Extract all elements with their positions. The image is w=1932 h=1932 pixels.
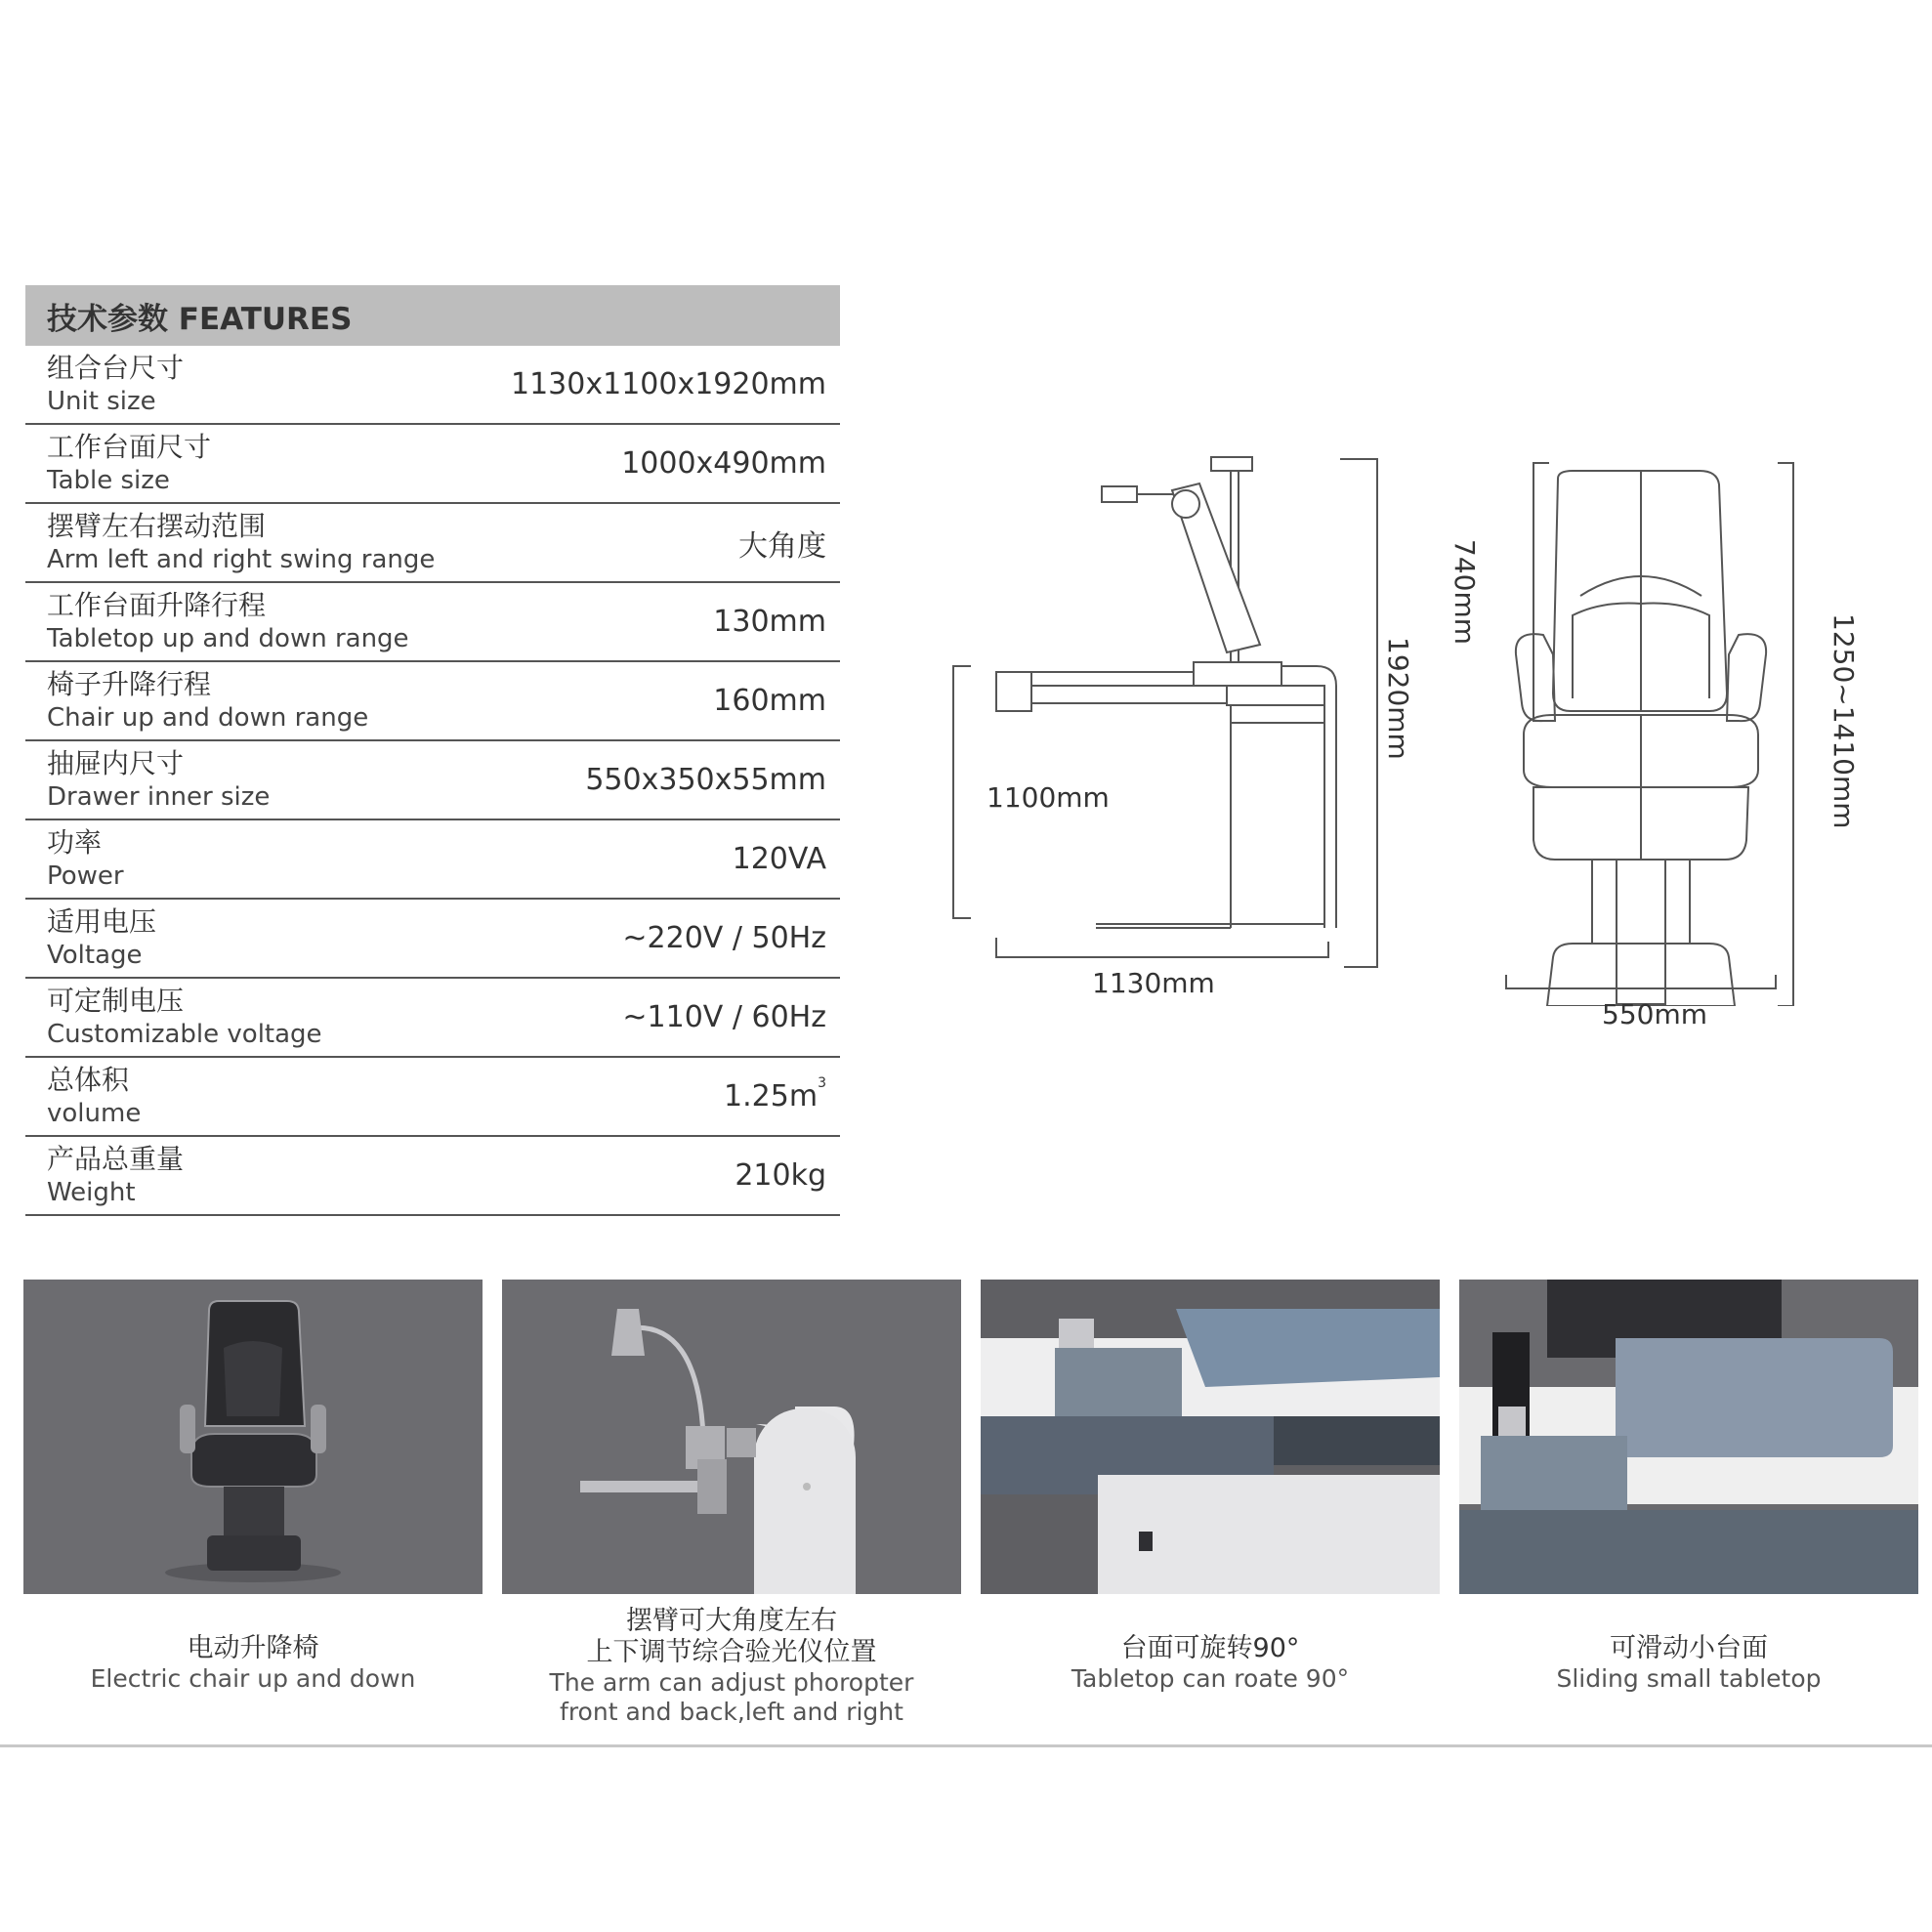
- spec-value: ~110V / 60Hz: [622, 1000, 826, 1034]
- tabletop-rotate-photo-icon: [981, 1280, 1440, 1594]
- caption-cn: 电动升降椅: [187, 1633, 319, 1663]
- spec-value: ~220V / 50Hz: [622, 921, 826, 955]
- spec-value: 1130x1100x1920mm: [511, 367, 826, 401]
- spec-row-volume: [25, 1058, 840, 1137]
- caption-en-line1: The arm can adjust phoropter: [549, 1668, 914, 1697]
- caption-cn-line2: 上下调节综合验光仪位置: [586, 1637, 877, 1667]
- spec-label-en: Power: [47, 861, 124, 891]
- spec-value: [724, 1075, 826, 1113]
- caption-cn: 台面可旋转90°: [1120, 1633, 1300, 1663]
- spec-row-power: [25, 820, 840, 900]
- photo-rotating-tabletop: [981, 1280, 1440, 1594]
- spec-row-table-size: [25, 425, 840, 504]
- chair-photo-icon: [23, 1280, 483, 1594]
- photo-swing-arm: [502, 1280, 961, 1594]
- spec-label-cn: 椅子升降行程: [47, 667, 212, 700]
- photo-electric-chair: [23, 1280, 483, 1594]
- caption-en: Electric chair up and down: [90, 1664, 416, 1693]
- spec-label-en: Weight: [47, 1177, 136, 1207]
- unit-depth-dimension: 1100mm: [987, 781, 1110, 814]
- photo-sliding-tabletop: [1459, 1280, 1918, 1594]
- spec-label-en: Arm left and right swing range: [47, 544, 436, 574]
- unit-height-dimension: 1920mm: [1382, 637, 1414, 760]
- caption-cn-line1: 摆臂可大角度左右: [626, 1606, 837, 1636]
- spec-label-en: Table size: [47, 465, 170, 495]
- spec-label-cn: 工作台面升降行程: [47, 588, 267, 621]
- spec-row-chair-range: [25, 662, 840, 741]
- spec-table: [25, 285, 840, 1216]
- chair-height-dimension: 1250~1410mm: [1827, 613, 1860, 829]
- spec-label-en: volume: [47, 1098, 142, 1128]
- spec-label-en: Tabletop up and down range: [47, 623, 409, 653]
- spec-row-weight: [25, 1137, 840, 1216]
- spec-label-cn: 可定制电压: [47, 984, 185, 1017]
- spec-table-title: 技术参数 FEATURES: [25, 285, 840, 346]
- spec-value: 1000x490mm: [621, 446, 826, 481]
- spec-label-en: Unit size: [47, 386, 156, 416]
- spec-value: 130mm: [713, 605, 826, 639]
- spec-row-tabletop-range: [25, 583, 840, 662]
- spec-label-en: Drawer inner size: [47, 781, 271, 812]
- caption-en-line2: front and back,left and right: [560, 1698, 903, 1726]
- spec-label-en: Customizable voltage: [47, 1019, 322, 1049]
- spec-label-cn: 功率: [47, 825, 103, 859]
- spec-row-custom-voltage: [25, 979, 840, 1058]
- caption-en: Tabletop can roate 90°: [1071, 1664, 1350, 1693]
- spec-label-en: Chair up and down range: [47, 702, 369, 733]
- feature-caption-chair: [23, 1633, 483, 1694]
- spec-label-cn: 组合台尺寸: [47, 351, 185, 384]
- spec-value: 大角度: [738, 528, 826, 564]
- spec-label-en: Voltage: [47, 940, 143, 970]
- spec-label-cn: 总体积: [47, 1063, 130, 1096]
- chair-width-dimension-line: [1504, 975, 1778, 994]
- feature-caption-rotate: [981, 1633, 1440, 1694]
- unit-side-diagram: [928, 440, 1436, 1016]
- spec-label-cn: 适用电压: [47, 904, 157, 938]
- arm-photo-icon: [502, 1280, 961, 1594]
- spec-value: 160mm: [713, 684, 826, 718]
- chair-back-dimension: 740mm: [1449, 539, 1481, 645]
- spec-value: 120VA: [732, 842, 826, 876]
- spec-row-arm-swing: [25, 504, 840, 583]
- sliding-tabletop-photo-icon: [1459, 1280, 1918, 1594]
- spec-row-voltage: [25, 900, 840, 979]
- spec-label-cn: 产品总重量: [47, 1142, 185, 1175]
- spec-label-cn: 工作台面尺寸: [47, 430, 212, 463]
- chair-width-dimension: 550mm: [1602, 998, 1707, 1030]
- volume-value: 1.25m: [724, 1079, 819, 1113]
- chair-front-diagram: [1465, 459, 1856, 1006]
- spec-row-drawer-size: [25, 741, 840, 820]
- bottom-divider: [0, 1744, 1932, 1747]
- unit-width-dimension: 1130mm: [1092, 967, 1215, 999]
- volume-unit-superscript: 3: [818, 1075, 826, 1091]
- caption-en: Sliding small tabletop: [1556, 1664, 1822, 1693]
- spec-label-cn: 摆臂左右摆动范围: [47, 509, 267, 542]
- spec-value: 210kg: [735, 1158, 826, 1193]
- feature-caption-arm: [502, 1606, 961, 1727]
- feature-caption-sliding: [1459, 1633, 1918, 1694]
- caption-cn: 可滑动小台面: [1610, 1633, 1768, 1663]
- spec-row-unit-size: [25, 346, 840, 425]
- spec-value: 550x350x55mm: [585, 763, 826, 797]
- spec-label-cn: 抽屉内尺寸: [47, 746, 185, 779]
